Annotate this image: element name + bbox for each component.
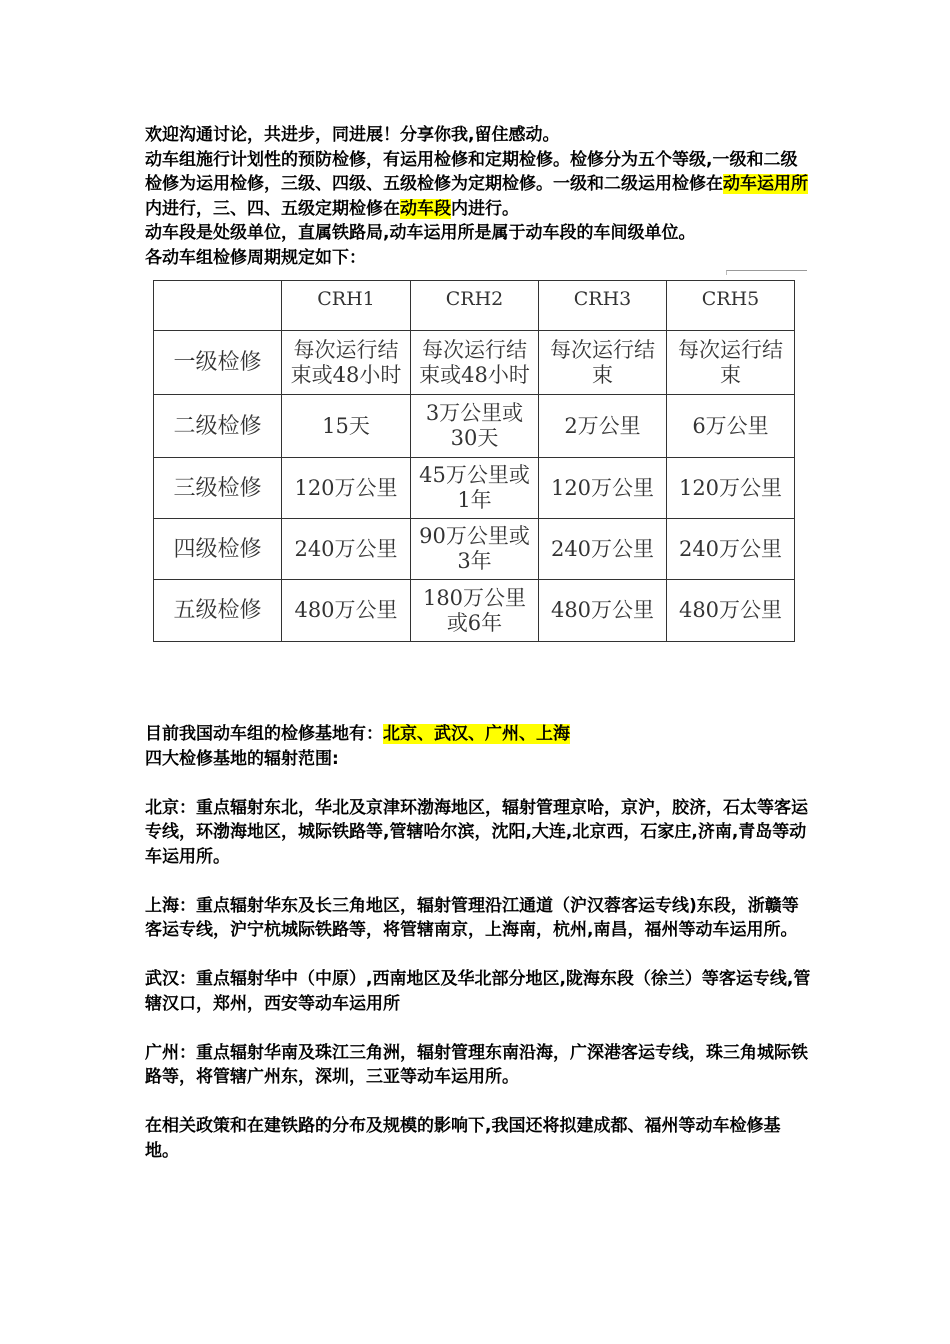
table-cell: 240万公里 (539, 519, 667, 580)
header-cell-crh2: CRH2 (411, 281, 539, 331)
image-corner-mark (726, 270, 807, 275)
table-cell: 每次运行结束或48小时 (411, 331, 539, 395)
intro-greeting: 欢迎沟通讨论，共进步，同进展！分享你我,留住感动。 (145, 125, 560, 145)
intro-paragraph-part-c: 内进行。 (451, 198, 519, 219)
table-header-row (154, 281, 795, 331)
intro-depot-description: 动车段是处级单位，直属铁路局,动车运用所是属于动车段的车间级单位。 (145, 223, 696, 243)
table-row (154, 331, 795, 395)
header-cell-crh1: CRH1 (282, 281, 411, 331)
highlight-base-cities: 北京、武汉、广州、上海 (383, 724, 570, 744)
intro-section (145, 123, 813, 270)
table-cell: 240万公里 (282, 519, 411, 580)
row-label-level-5: 五级检修 (154, 580, 282, 642)
bases-section (145, 722, 813, 1163)
table-row (154, 458, 795, 519)
table-cell: 480万公里 (282, 580, 411, 642)
maintenance-schedule-table (153, 280, 795, 642)
table-cell: 15天 (282, 395, 411, 458)
row-label-level-3: 三级检修 (154, 458, 282, 519)
bases-intro (145, 722, 813, 747)
highlight-emu-depot-service: 动车运用所 (723, 174, 808, 194)
table-cell: 180万公里或6年 (411, 580, 539, 642)
intro-paragraph-part-a: 动车组施行计划性的预防检修，有运用检修和定期检修。检修分为五个等级,一级和二级检修为运用检修，三级、四级、五级检修为定期检修。一级和二级运用检修在 (145, 149, 798, 194)
table-cell: 120万公里 (539, 458, 667, 519)
header-cell-crh3: CRH3 (539, 281, 667, 331)
intro-maintenance-paragraph (145, 148, 813, 222)
header-cell-empty (154, 281, 282, 331)
table-cell: 240万公里 (667, 519, 795, 580)
row-label-level-1: 一级检修 (154, 331, 282, 395)
table-cell: 每次运行结束或48小时 (282, 331, 411, 395)
header-cell-crh5: CRH5 (667, 281, 795, 331)
table-row (154, 580, 795, 642)
table-cell: 90万公里或3年 (411, 519, 539, 580)
row-label-level-4: 四级检修 (154, 519, 282, 580)
table-cell: 2万公里 (539, 395, 667, 458)
shanghai-paragraph: 上海：重点辐射华东及长三角地区，辐射管理沿江通道（沪汉蓉客运专线)东段，浙赣等客运专线，沪宁杭城际铁路等，将管辖南京，上海南，杭州,南昌，福州等动车运用所。 (145, 895, 799, 940)
table-cell: 6万公里 (667, 395, 795, 458)
bases-range-title: 四大检修基地的辐射范围: (145, 748, 339, 769)
future-bases-paragraph: 在相关政策和在建铁路的分布及规模的影响下,我国还将拟建成都、福州等动车检修基地。 (145, 1116, 781, 1161)
guangzhou-paragraph: 广州：重点辐射华南及珠江三角洲，辐射管理东南沿海，广深港客运专线，珠三角城际铁路等，将管辖广州东，深圳，三亚等动车运用所。 (145, 1042, 808, 1087)
table-cell: 480万公里 (667, 580, 795, 642)
table-cell: 120万公里 (282, 458, 411, 519)
row-label-level-2: 二级检修 (154, 395, 282, 458)
table-cell: 120万公里 (667, 458, 795, 519)
bases-intro-text: 目前我国动车组的检修基地有： (145, 724, 383, 744)
intro-table-caption: 各动车组检修周期规定如下： (145, 247, 366, 268)
table-cell: 45万公里或1年 (411, 458, 539, 519)
table-cell: 3万公里或 30天 (411, 395, 539, 458)
table-cell: 每次运行结束 (539, 331, 667, 395)
wuhan-paragraph: 武汉：重点辐射华中（中原）,西南地区及华北部分地区,陇海东段（徐兰）等客运专线,管辖汉口，郑州，西安等动车运用所 (145, 969, 811, 1014)
beijing-paragraph: 北京：重点辐射东北，华北及京津环渤海地区，辐射管理京哈，京沪，胶济，石太等客运专线，环渤海地区，城际铁路等,管辖哈尔滨，沈阳,大连,北京西，石家庄,济南,青岛等动车运用所。 (145, 797, 808, 867)
table-row (154, 395, 795, 458)
table-row (154, 519, 795, 580)
intro-paragraph-part-b: 内进行，三、四、五级定期检修在 (145, 198, 400, 219)
table-cell: 480万公里 (539, 580, 667, 642)
highlight-emu-depot: 动车段 (400, 198, 451, 219)
table-cell: 每次运行结束 (667, 331, 795, 395)
